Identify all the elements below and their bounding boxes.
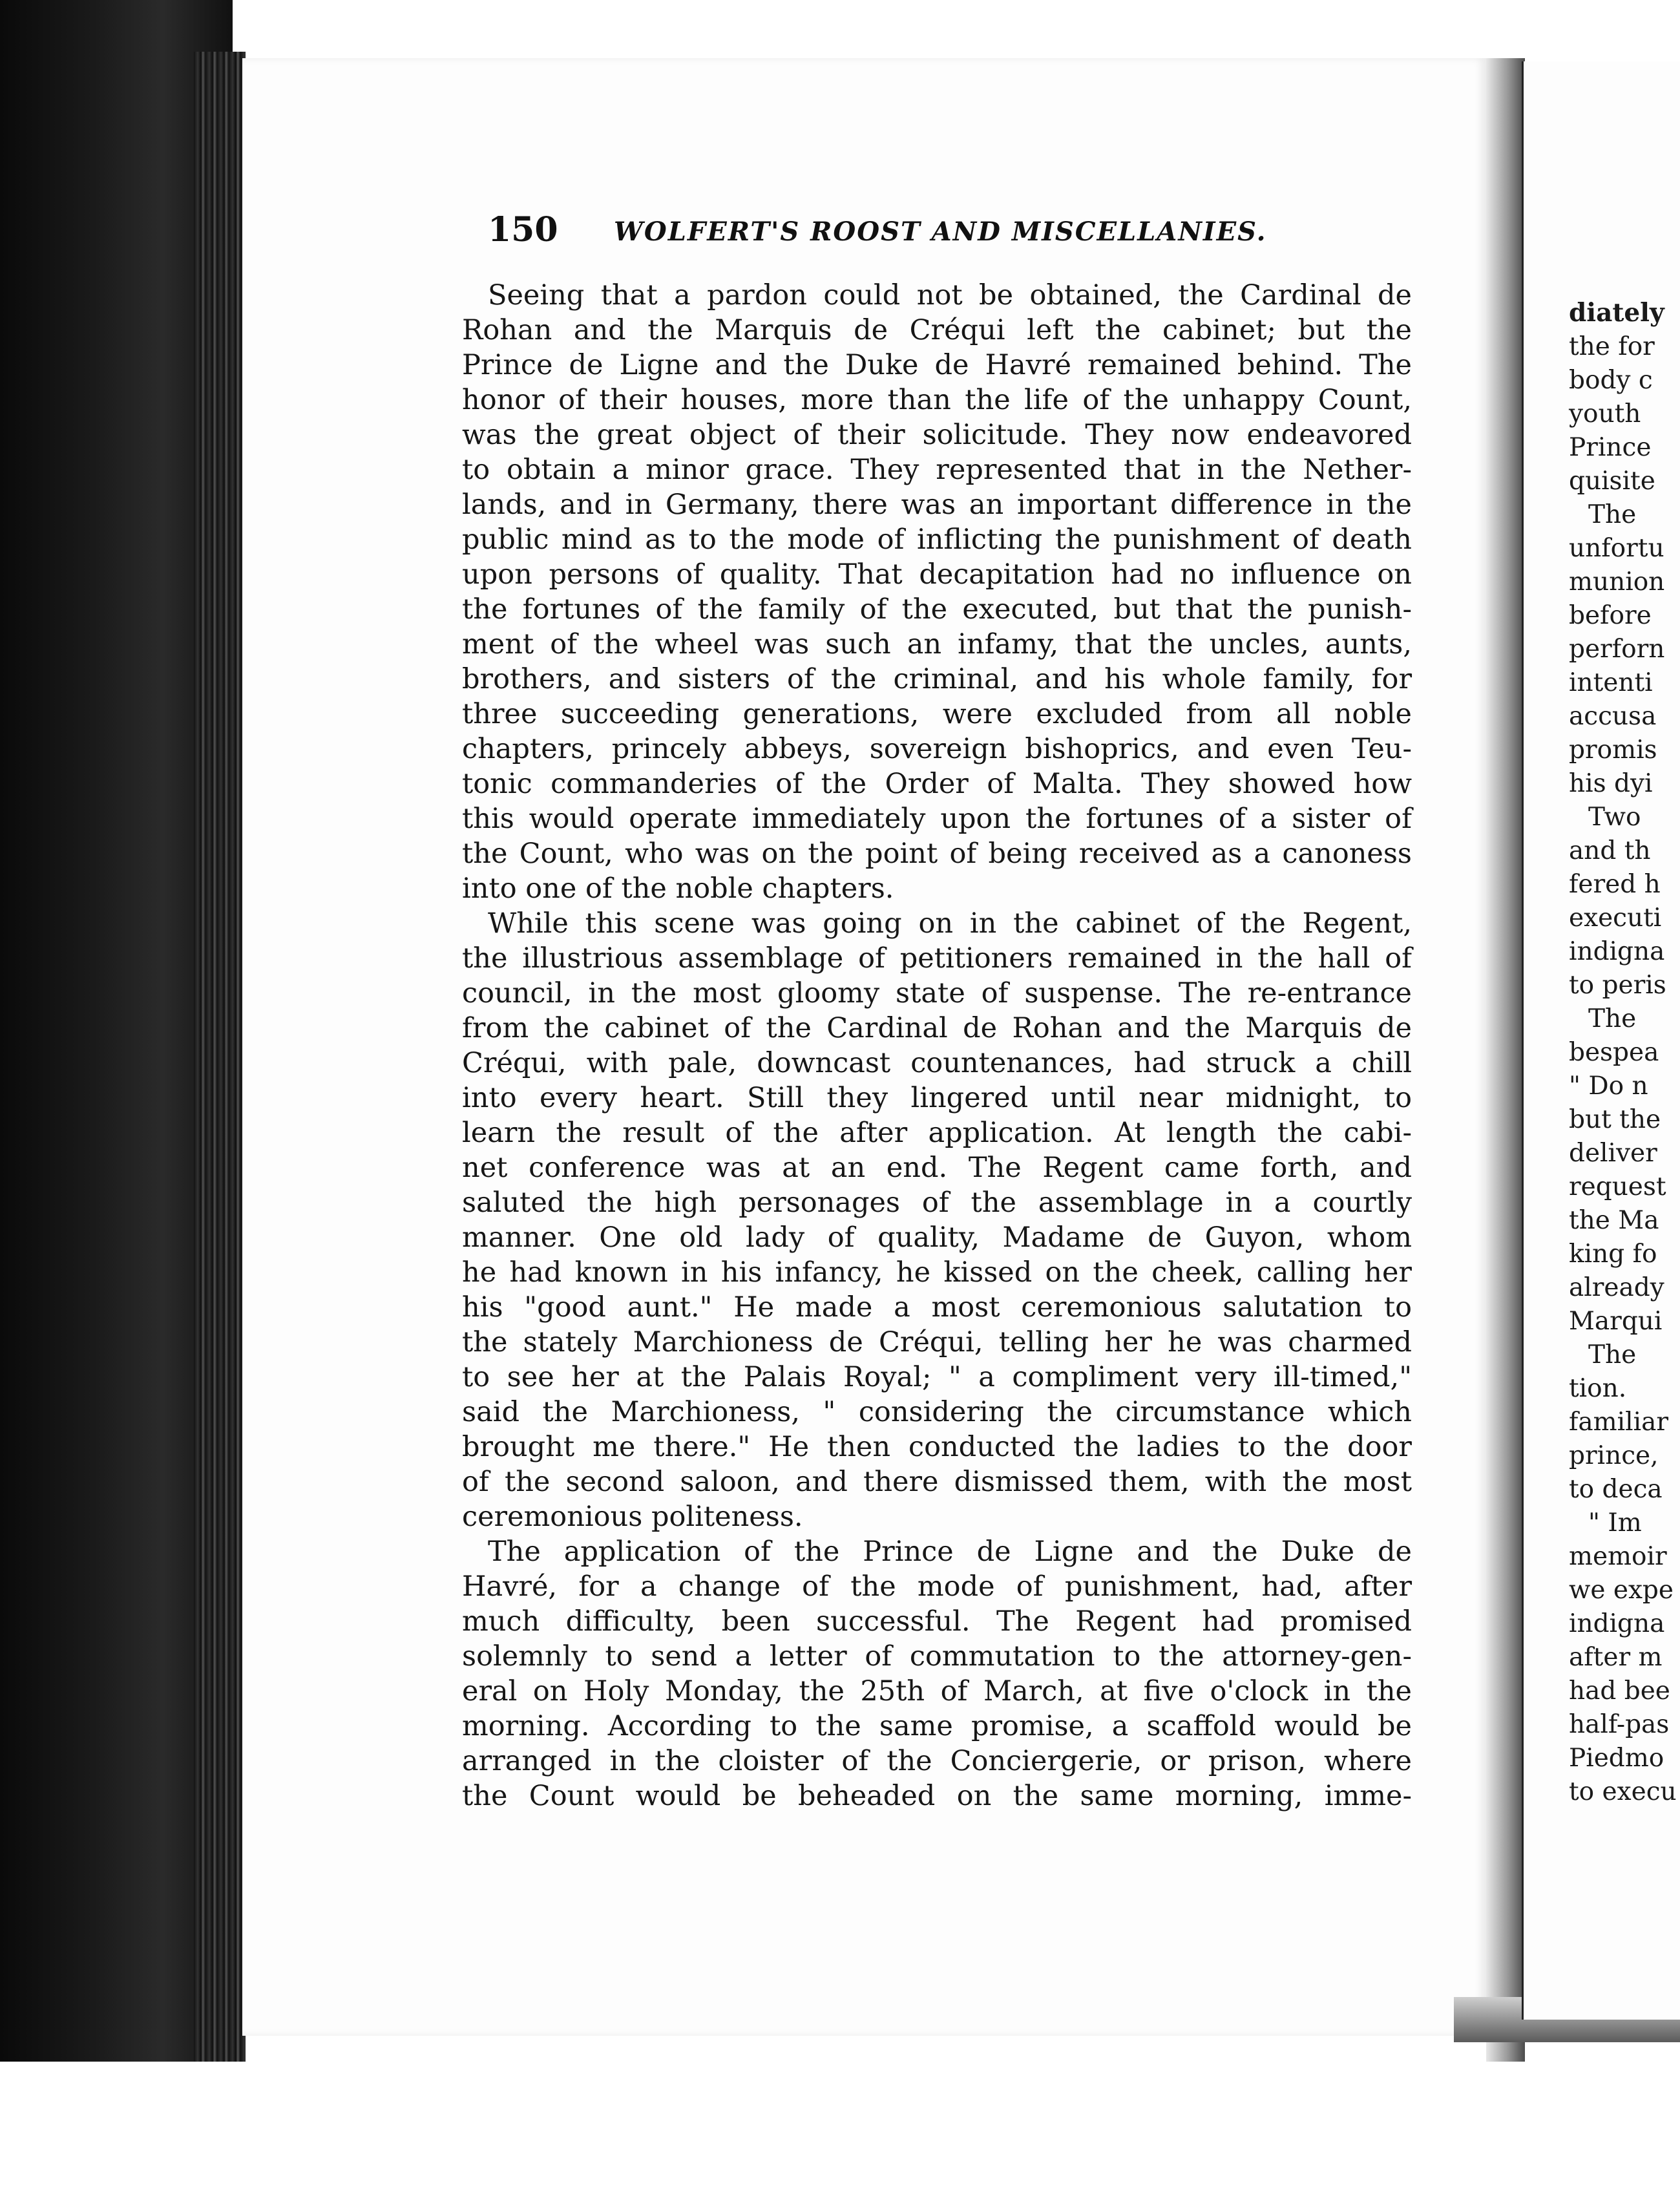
next-page-fragment: to deca <box>1569 1475 1663 1504</box>
text-line: brothers, and sisters of the criminal, and his whole family, for <box>462 663 1412 695</box>
text-line: lands, and in Germany, there was an important difference in the <box>462 489 1412 521</box>
text-line: the Count, who was on the point of being received as a canoness <box>462 838 1412 870</box>
text-line: to see her at the Palais Royal; " a compliment very ill-timed," <box>462 1361 1412 1393</box>
next-page-fragment: Piedmo <box>1569 1744 1664 1773</box>
next-page-fragment: The <box>1588 500 1637 529</box>
text-line: The application of the Prince de Ligne and the Duke de <box>488 1536 1412 1568</box>
text-line: from the cabinet of the Cardinal de Rohan and the Marquis de <box>462 1012 1412 1044</box>
text-line: Rohan and the Marquis de Créqui left the cabinet; but the <box>462 314 1412 346</box>
next-page-fragment: king fo <box>1569 1240 1657 1269</box>
next-page-fragment: familiar <box>1569 1408 1668 1437</box>
next-page-fragment: already <box>1569 1273 1664 1302</box>
next-page-fragment: indigna <box>1569 1609 1665 1638</box>
text-line: brought me there." He then conducted the ladies to the door <box>462 1431 1412 1463</box>
next-page-fragment: the for <box>1569 332 1655 361</box>
text-line: Seeing that a pardon could not be obtained, the Cardinal de <box>488 279 1412 312</box>
text-line: saluted the high personages of the assemblage in a courtly <box>462 1187 1412 1219</box>
next-page-fragment: intenti <box>1569 668 1653 697</box>
next-page-fragment: " Do n <box>1569 1072 1648 1101</box>
next-page-fragment: fered h <box>1569 870 1661 899</box>
next-page-fragment: his dyi <box>1569 769 1653 798</box>
next-page-fragment: accusa <box>1569 702 1657 731</box>
next-page-fragment: deliver <box>1569 1139 1657 1168</box>
text-line: much difficulty, been successful. The Regent had promised <box>462 1605 1412 1638</box>
next-page-fragment: executi <box>1569 903 1662 933</box>
next-page-fragment: " Im <box>1588 1508 1642 1537</box>
text-line: public mind as to the mode of inflicting the punishment of death <box>462 523 1412 556</box>
text-line: net conference was at an end. The Regent came forth, and <box>462 1152 1412 1184</box>
text-line: tonic commanderies of the Order of Malta. They showed how <box>462 768 1412 800</box>
next-page-fragment: promis <box>1569 735 1657 765</box>
next-page-fragment: bespea <box>1569 1038 1659 1067</box>
text-line: the illustrious assemblage of petitioners remained in the hall of <box>462 942 1412 975</box>
text-line: ment of the wheel was such an infamy, that the uncles, aunts, <box>462 628 1412 660</box>
text-line: the Count would be beheaded on the same morning, imme- <box>462 1780 1412 1812</box>
next-page-fragment: the Ma <box>1569 1206 1659 1235</box>
next-page-fragment: perforn <box>1569 635 1665 664</box>
text-line: Havré, for a change of the mode of punishment, had, after <box>462 1570 1412 1603</box>
next-page-fragment: quisite <box>1569 467 1655 496</box>
next-page-fragment: we expe <box>1569 1576 1674 1605</box>
text-line: Créqui, with pale, downcast countenances, had struck a chill <box>462 1047 1412 1079</box>
next-page-fragment: after m <box>1569 1643 1663 1672</box>
text-line: eral on Holy Monday, the 25th of March, at five o'clock in the <box>462 1675 1412 1707</box>
next-page-fragment: to execu <box>1569 1777 1677 1806</box>
next-page-fragment: tion. <box>1569 1374 1627 1403</box>
text-line: into every heart. Still they lingered until near midnight, to <box>462 1082 1412 1114</box>
text-line: into one of the noble chapters. <box>462 872 894 905</box>
text-line: ceremonious politeness. <box>462 1501 803 1533</box>
next-page-fragment: before <box>1569 601 1652 630</box>
next-page-fragment: prince, <box>1569 1441 1659 1470</box>
text-line: to obtain a minor grace. They represented that in the Nether- <box>462 454 1412 486</box>
text-line: morning. According to the same promise, a scaffold would be <box>462 1710 1412 1742</box>
next-page-fragment: Prince <box>1569 433 1652 462</box>
text-line: his "good aunt." He made a most ceremonious salutation to <box>462 1291 1412 1324</box>
text-line: the stately Marchioness de Créqui, telling her he was charmed <box>462 1326 1412 1358</box>
text-line: three succeeding generations, were excluded from all noble <box>462 698 1412 730</box>
next-page-edge <box>1522 61 1680 2020</box>
text-line: learn the result of the after application. At length the cabi- <box>462 1117 1412 1149</box>
next-page-fragment: memoir <box>1569 1542 1667 1571</box>
body-text <box>462 278 1412 1813</box>
next-page-fragment: The <box>1588 1004 1637 1033</box>
text-line: honor of their houses, more than the life of the unhappy Count, <box>462 384 1412 416</box>
text-line: arranged in the cloister of the Conciergerie, or prison, where <box>462 1745 1412 1777</box>
text-line: While this scene was going on in the cabinet of the Regent, <box>488 907 1412 940</box>
next-page-fragment: to peris <box>1569 971 1666 1000</box>
next-page-fragment: diately <box>1569 298 1664 328</box>
text-line: of the second saloon, and there dismissed them, with the most <box>462 1466 1412 1498</box>
next-page-fragment: The <box>1588 1340 1637 1369</box>
text-line: upon persons of quality. That decapitation had no influence on <box>462 558 1412 591</box>
text-line: chapters, princely abbeys, sovereign bishoprics, and even Teu- <box>462 733 1412 765</box>
text-line: was the great object of their solicitude. They now endeavored <box>462 419 1412 451</box>
scan-margin-bottom <box>0 2062 1680 2187</box>
text-line: he had known in his infancy, he kissed on the cheek, calling her <box>462 1256 1412 1289</box>
next-page-fragment: unfortu <box>1569 534 1664 563</box>
text-line: manner. One old lady of quality, Madame de Guyon, whom <box>462 1221 1412 1254</box>
next-page-fragment: youth <box>1569 399 1641 428</box>
next-page-fragment: request <box>1569 1172 1666 1201</box>
next-page-fragment: indigna <box>1569 937 1665 966</box>
next-page-fragment: body c <box>1569 366 1653 395</box>
next-page-fragment: but the <box>1569 1105 1661 1134</box>
text-line: this would operate immediately upon the fortunes of a sister of <box>462 803 1412 835</box>
next-page-fragment: half-pas <box>1569 1710 1670 1739</box>
text-line: Prince de Ligne and the Duke de Havré remained behind. The <box>462 349 1412 381</box>
page-number: 150 <box>488 210 558 249</box>
next-page-fragment: and th <box>1569 836 1651 865</box>
book-spine <box>194 52 246 2062</box>
text-line: council, in the most gloomy state of suspense. The re-entrance <box>462 977 1412 1009</box>
text-line: said the Marchioness, " considering the circumstance which <box>462 1396 1412 1428</box>
page-gutter <box>1486 58 1525 2062</box>
text-line: solemnly to send a letter of commutation to the attorney-gen- <box>462 1640 1412 1673</box>
next-page-fragment: Marqui <box>1569 1307 1663 1336</box>
next-page-fragment: munion <box>1569 567 1665 597</box>
next-page-fragment: Two <box>1588 803 1641 832</box>
text-line: the fortunes of the family of the executed, but that the punish- <box>462 593 1412 626</box>
next-page-fragment: had bee <box>1569 1676 1670 1706</box>
running-head: WOLFERT'S ROOST AND MISCELLANIES. <box>614 217 1267 247</box>
